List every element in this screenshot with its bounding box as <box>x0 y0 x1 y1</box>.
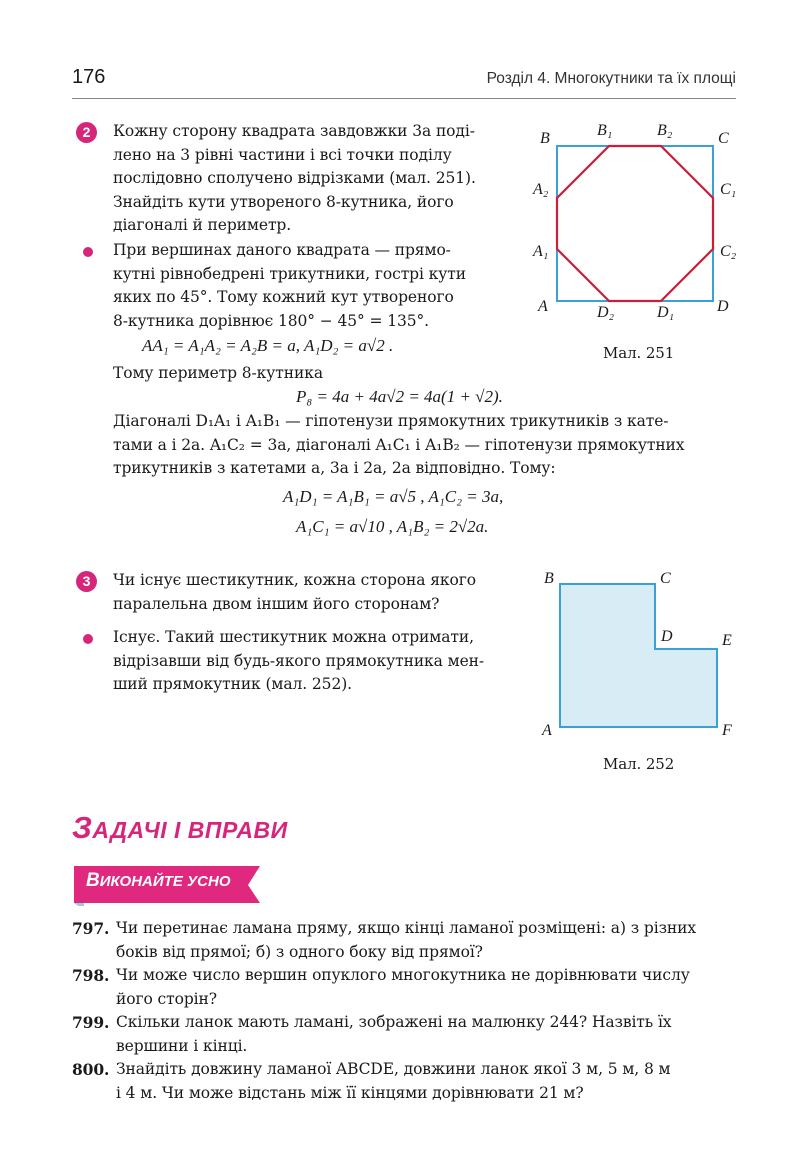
label-B: B <box>540 130 550 147</box>
label-C: C <box>660 570 671 587</box>
exercise-line: його сторін? <box>116 989 217 1008</box>
exercise-number: 800. <box>72 1060 110 1079</box>
figure-251-caption: Мал. 251 <box>603 344 675 362</box>
perimeter-text: Тому периметр 8-кутника <box>113 364 323 382</box>
exercise-list <box>72 917 742 1105</box>
exercise-line: Чи може число вершин опуклого многокутника не дорівнювати числу <box>116 966 690 984</box>
statement-line: Кожну сторону квадрата завдовжки 3a поді- <box>113 122 475 140</box>
diagonals-line: тами a і 2a. A₁C₂ = 3a, діагоналі A₁C₁ і A₁B₂ — гіпотенузи прямокутних <box>113 435 685 454</box>
exercise-number: 799. <box>72 1013 110 1032</box>
exercise-line: Чи перетинає ламана пряму, якщо кінці ламаної розміщені: а) з різних <box>116 919 697 937</box>
label-D2: D₂ <box>597 304 615 321</box>
exercise-item <box>72 1058 742 1105</box>
formula-perimeter: P₈ = 4a + 4a√2 = 4a(1 + √2). <box>296 387 503 406</box>
section-title-rest: АДАЧІ І ВПРАВИ <box>92 817 288 843</box>
problem-3-solution <box>113 626 523 697</box>
label-E: E <box>722 632 732 649</box>
solution-line: кутні рівнобедрені трикутники, гострі кути <box>113 264 466 283</box>
solution-line: Існує. Такий шестикутник можна отримати, <box>113 628 474 646</box>
banner-title <box>86 870 231 892</box>
square-outline <box>557 146 713 301</box>
problem-3-badge: 3 <box>76 571 97 592</box>
label-A: A <box>542 722 552 739</box>
formula-diagonals-2: A₁C₁ = a√10 , A₁B₂ = 2√2a. <box>296 517 489 536</box>
statement-line: Знайдіть кути утвореного 8-кутника, його <box>113 192 454 211</box>
diagonals-line: трикутників з катетами a, 3a і 2a, 2a відповідно. Тому: <box>113 459 556 477</box>
exercise-line: і 4 м. Чи може відстань між її кінцями дорівнювати 21 м? <box>116 1083 584 1102</box>
exercise-item <box>72 964 742 1011</box>
header-rule <box>72 98 736 99</box>
solution-line: При вершинах даного квадрата — прямо- <box>113 241 451 259</box>
problem-2-badge: 2 <box>76 122 97 143</box>
section-title-initial: З <box>72 810 93 845</box>
exercise-item <box>72 917 742 964</box>
exercise-line: Скільки ланок мають ламані, зображені на малюнку 244? Назвіть їх <box>116 1013 672 1031</box>
section-title <box>72 810 288 846</box>
label-A1: A₁ <box>533 243 549 260</box>
solution-line: відрізавши від будь-якого прямокутника мен- <box>113 651 485 670</box>
chapter-title: Розділ 4. Многокутники та їх площі <box>486 70 736 87</box>
diagonals-text <box>113 410 743 481</box>
diagonals-line: Діагоналі D₁A₁ і A₁B₁ — гіпотенузи прямокутних трикутників з кате- <box>113 412 669 430</box>
exercise-line: вершини і кінці. <box>116 1036 248 1055</box>
label-C1: C₁ <box>720 181 737 198</box>
exercise-number: 797. <box>72 919 110 938</box>
solution-line: ший прямокутник (мал. 252). <box>113 675 352 693</box>
banner-initial: В <box>86 870 100 891</box>
statement-line: послідовно сполучено відрізками (мал. 251). <box>113 169 476 187</box>
problem-2-solution <box>113 239 513 333</box>
figure-252-hexagon <box>550 575 730 735</box>
label-D: D <box>717 298 729 315</box>
label-C2: C₂ <box>720 243 737 260</box>
label-B2: B₂ <box>657 122 673 139</box>
problem-3-statement <box>113 569 523 616</box>
label-F: F <box>722 722 732 739</box>
label-B: B <box>544 570 554 587</box>
octagon-outline <box>557 146 713 301</box>
figure-252-caption: Мал. 252 <box>603 755 675 773</box>
label-C: C <box>718 130 729 147</box>
problem-2-statement <box>113 120 513 238</box>
solution-2-bullet <box>83 247 93 257</box>
label-A2: A₂ <box>533 181 549 198</box>
exercise-line: Знайдіть довжину ламаної ABCDE, довжини ланок якої 3 м, 5 м, 8 м <box>116 1060 671 1078</box>
exercise-number: 798. <box>72 966 110 985</box>
label-D: D <box>661 628 673 645</box>
label-D1: D₁ <box>657 304 675 321</box>
formula-segments: AA₁ = A₁A₂ = A₂B = a, A₁D₂ = a√2 . <box>142 336 394 355</box>
solution-line: яких по 45°. Тому кожний кут утвореного <box>113 288 454 306</box>
statement-line: лено на 3 рівні частини і всі точки поділу <box>113 145 452 164</box>
statement-line: паралельна двом іншим його сторонам? <box>113 594 440 613</box>
label-B1: B₁ <box>597 122 613 139</box>
page-number: 176 <box>72 66 106 88</box>
formula-diagonals-1: A₁D₁ = A₁B₁ = a√5 , A₁C₂ = 3a, <box>283 487 504 506</box>
banner-rest: ИКОНАЙТЕ УСНО <box>99 873 231 890</box>
statement-line: діагоналі й периметр. <box>113 216 292 234</box>
exercise-item <box>72 1011 742 1058</box>
label-A: A <box>538 298 548 315</box>
exercise-line: боків від прямої; б) з одного боку від прямої? <box>116 942 483 961</box>
solution-3-bullet <box>83 634 93 644</box>
statement-line: Чи існує шестикутник, кожна сторона якого <box>113 571 476 589</box>
hexagon-shape <box>560 584 717 727</box>
solution-line: 8-кутника дорівнює 180° − 45° = 135°. <box>113 311 429 330</box>
